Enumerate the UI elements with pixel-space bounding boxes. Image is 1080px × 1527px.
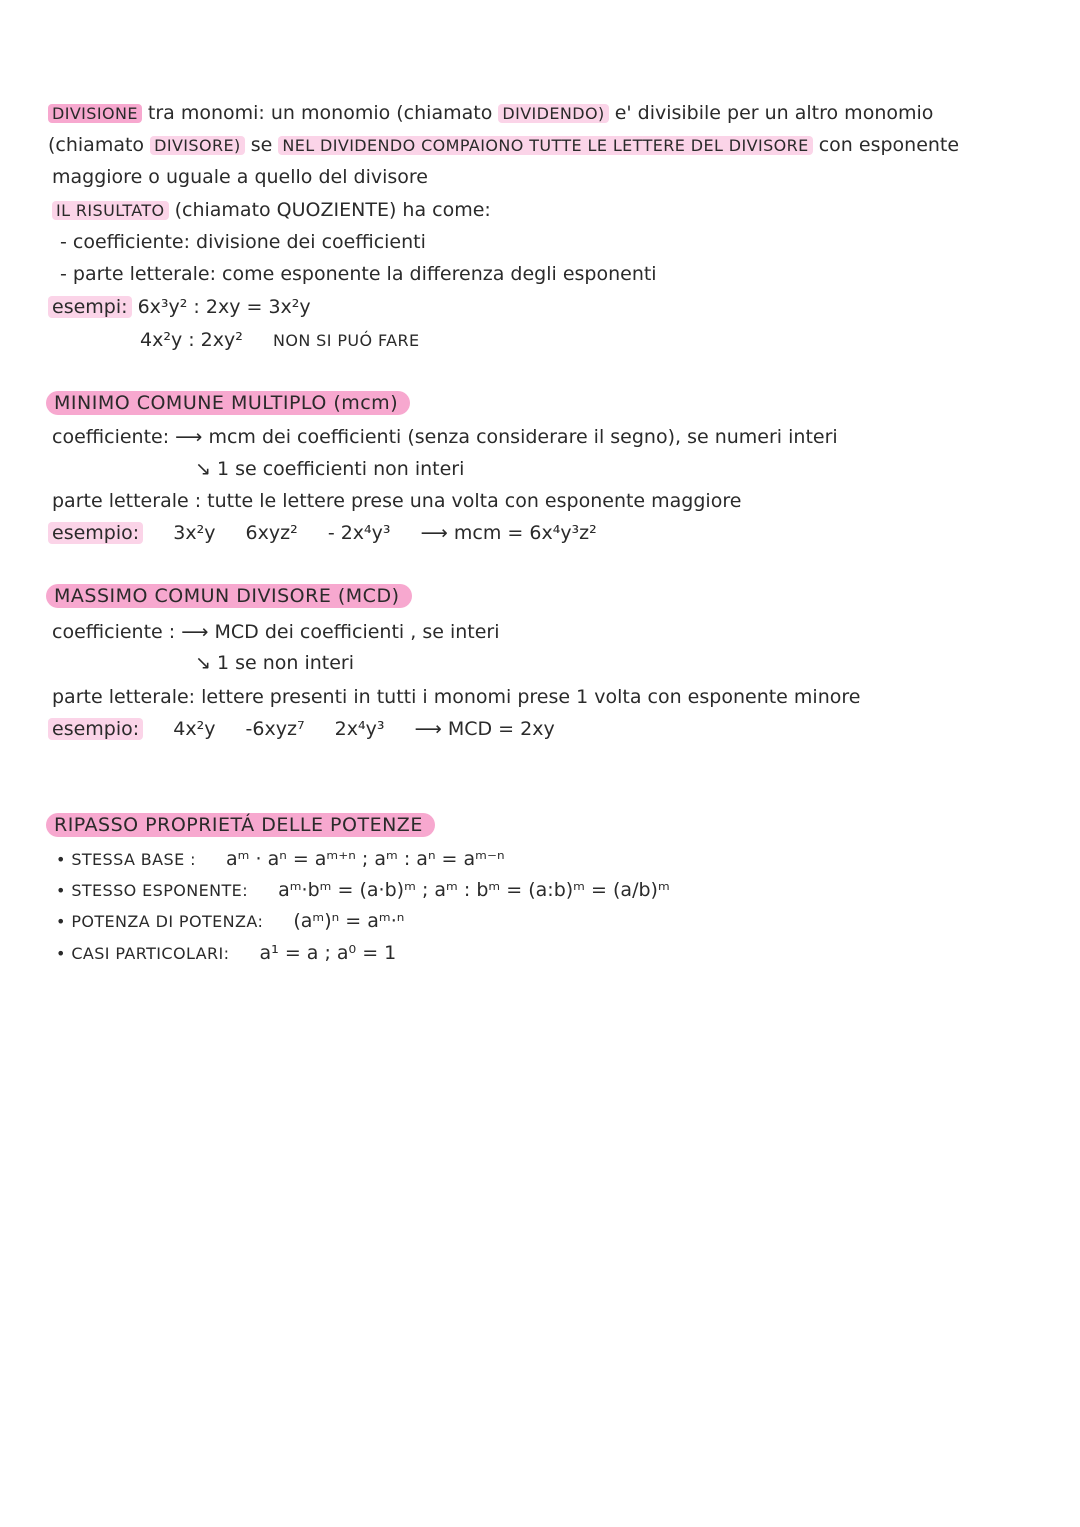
esempio-label: esempio: [48,718,143,740]
mcd-monomio-b: -6xyz⁷ [245,718,305,740]
mcd-result: ⟶ MCD = 2xy [414,718,555,740]
rule-formula: aᵐ · aⁿ = aᵐ⁺ⁿ ; aᵐ : aⁿ = aᵐ⁻ⁿ [225,848,505,870]
mcm-title: MINIMO COMUNE MULTIPLO (mcm) [46,391,410,415]
potenze-heading [46,812,435,838]
potenze-title: RIPASSO PROPRIETÁ DELLE POTENZE [46,813,435,837]
divisione-text: un monomio (chiamato [270,102,493,124]
esempi-label: esempi: [48,296,132,318]
dividendo-term: DIVIDENDO) [498,104,608,123]
divisione-title-rest: tra monomi: [147,102,265,124]
rule-formula: aᵐ·bᵐ = (a·b)ᵐ ; aᵐ : bᵐ = (a:b)ᵐ = (a/b)ᵐ [278,879,670,901]
divisibility-condition: NEL DIVIDENDO COMPAIONO TUTTE LE LETTERE DEL DIVISORE [278,136,812,155]
potenze-casi-particolari [56,940,396,967]
mcd-line-3: parte letterale: lettere presenti in tutti i monomi prese 1 volta con esponente minore [52,686,861,708]
divisione-line-1 [48,100,933,127]
mcm-monomio-b: 6xyz² [245,522,298,544]
potenze-stessa-base [56,846,505,873]
divisione-text: se [250,134,273,156]
potenze-potenza-di-potenza [56,908,404,935]
mcd-monomio-c: 2x⁴y³ [334,718,385,740]
esempio-label: esempio: [48,522,143,544]
divisione-title: DIVISIONE [48,104,142,123]
divisione-line-3: maggiore o uguale a quello del divisore [52,166,428,188]
mcm-monomio-c: - 2x⁴y³ [327,522,391,544]
esempio-note: NON SI PUÓ FARE [272,331,420,350]
esempio-formula-1: 6x³y² : 2xy = 3x²y [137,296,311,318]
divisione-line-4 [52,197,491,224]
rule-label: • CASI PARTICOLARI: [56,944,230,963]
mcm-line-3: parte letterale : tutte le lettere prese una volta con esponente maggiore [52,490,742,512]
mcm-result: ⟶ mcm = 6x⁴y³z² [420,522,597,544]
divisore-term: DIVISORE) [150,136,245,155]
mcm-monomio-a: 3x²y [173,522,216,544]
mcm-line-2: ↘ 1 se coefficienti non interi [195,458,465,480]
rule-label: • STESSA BASE : [56,850,196,869]
divisione-esempi [48,294,311,320]
mcm-esempio [48,520,597,546]
divisione-bullet-coefficiente: - coefficiente: divisione dei coefficienti [60,231,426,253]
divisione-line-2 [48,132,959,159]
divisione-text: (chiamato QUOZIENTE) ha come: [174,199,491,221]
rule-formula: (aᵐ)ⁿ = aᵐ·ⁿ [293,910,405,932]
rule-label: • STESSO ESPONENTE: [56,881,248,900]
esempio-formula-2: 4x²y : 2xy² [140,329,243,351]
mcd-heading [46,583,412,609]
divisione-text: con esponente [818,134,960,156]
mcd-line-1: coefficiente : ⟶ MCD dei coefficienti , se interi [52,621,500,643]
mcd-monomio-a: 4x²y [173,718,216,740]
mcd-esempio [48,716,555,742]
mcm-line-1: coefficiente: ⟶ mcm dei coefficienti (senza considerare il segno), se numeri interi [52,426,838,448]
mcd-line-2: ↘ 1 se non interi [195,652,355,674]
rule-formula: a¹ = a ; a⁰ = 1 [259,942,397,964]
mcm-heading [46,390,410,416]
divisione-bullet-parte-letterale: - parte letterale: come esponente la differenza degli esponenti [60,263,657,285]
potenze-stesso-esponente [56,877,670,904]
divisione-text: e' divisibile per un altro monomio [614,102,934,124]
divisione-esempio-2 [140,327,420,354]
mcd-title: MASSIMO COMUN DIVISORE (MCD) [46,584,412,608]
risultato-term: IL RISULTATO [52,201,169,220]
divisione-text: (chiamato [48,134,145,156]
rule-label: • POTENZA DI POTENZA: [56,912,264,931]
